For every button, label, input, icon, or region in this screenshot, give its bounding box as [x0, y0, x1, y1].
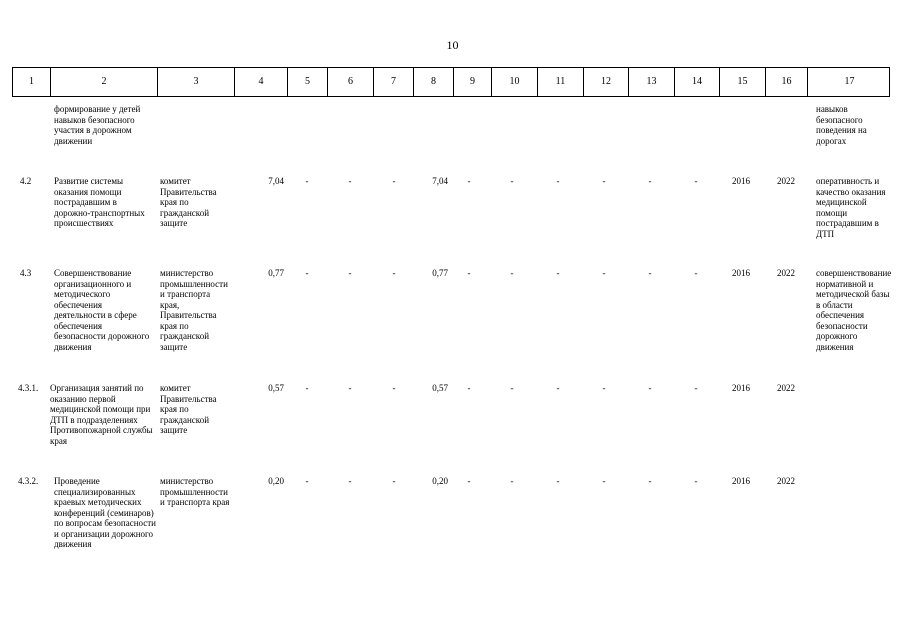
- row-executor: министерство промышленности и транспорта края: [160, 476, 230, 507]
- row-col-9: -: [467, 176, 471, 186]
- row-number: 4.2: [20, 176, 32, 186]
- header-col-11: 11: [538, 68, 584, 96]
- header-col-7: 7: [374, 68, 414, 96]
- row-col-14: -: [694, 268, 698, 278]
- row-col-5: -: [305, 176, 309, 186]
- row-end-year: 2022: [777, 383, 795, 393]
- page-number: 10: [446, 38, 459, 52]
- row-col-10: -: [510, 268, 514, 278]
- row-col-11: -: [556, 476, 560, 486]
- row-col-14: -: [694, 476, 698, 486]
- row-col-13: -: [648, 383, 652, 393]
- row-total: 0,77: [268, 268, 284, 278]
- row-activity-name: Совершенствование организационного и методического обеспечения деятельности в сфере обеспечения безопасности дорожного движения: [54, 268, 150, 352]
- row-activity-name: Развитие системы оказания помощи пострадавшим в дорожно-транспортных происшествиях: [54, 176, 145, 228]
- row-col-9: -: [467, 383, 471, 393]
- row-end-year: 2022: [777, 268, 795, 278]
- row-col-5: -: [305, 476, 309, 486]
- header-col-9: 9: [454, 68, 492, 96]
- row-result: оперативность и качество оказания медицинской помощи пострадавшим в ДТП: [816, 176, 886, 239]
- row-col-5: -: [305, 268, 309, 278]
- row-activity-name: Проведение специализированных краевых методических конференций (семинаров) по вопросам безопасности и организации дорожного движения: [54, 476, 156, 549]
- row-result: совершенствование нормативной и методической базы в области обеспечения безопасности дорожного движения: [816, 268, 892, 352]
- row-col-8: 0,77: [432, 268, 448, 278]
- row-col-12: -: [602, 476, 606, 486]
- row-col-14: -: [694, 383, 698, 393]
- row-col-10: -: [510, 383, 514, 393]
- header-col-13: 13: [629, 68, 675, 96]
- row-executor: комитет Правительства края по гражданской защите: [160, 383, 217, 435]
- row-start-year: 2016: [732, 176, 750, 186]
- row-col-11: -: [556, 383, 560, 393]
- row-end-year: 2022: [777, 476, 795, 486]
- continuation-result: навыков безопасного поведения на дорогах: [816, 104, 867, 146]
- header-col-10: 10: [492, 68, 538, 96]
- row-col-13: -: [648, 476, 652, 486]
- header-col-8: 8: [414, 68, 454, 96]
- row-total: 7,04: [268, 176, 284, 186]
- row-col-7: -: [392, 176, 396, 186]
- row-col-6: -: [348, 383, 352, 393]
- header-col-16: 16: [766, 68, 808, 96]
- header-col-12: 12: [584, 68, 629, 96]
- row-col-13: -: [648, 176, 652, 186]
- row-col-14: -: [694, 176, 698, 186]
- header-col-3: 3: [158, 68, 235, 96]
- row-col-6: -: [348, 476, 352, 486]
- row-col-6: -: [348, 268, 352, 278]
- row-col-9: -: [467, 268, 471, 278]
- header-col-2: 2: [51, 68, 158, 96]
- row-col-12: -: [602, 268, 606, 278]
- row-executor: комитет Правительства края по гражданской защите: [160, 176, 217, 228]
- header-col-14: 14: [675, 68, 720, 96]
- row-col-9: -: [467, 476, 471, 486]
- row-end-year: 2022: [777, 176, 795, 186]
- row-start-year: 2016: [732, 383, 750, 393]
- header-col-4: 4: [235, 68, 288, 96]
- row-col-8: 0,57: [432, 383, 448, 393]
- row-col-6: -: [348, 176, 352, 186]
- row-col-12: -: [602, 383, 606, 393]
- row-total: 0,57: [268, 383, 284, 393]
- row-col-7: -: [392, 476, 396, 486]
- continuation-name: формирование у детей навыков безопасного участия в дорожном движении: [54, 104, 141, 146]
- row-col-8: 0,20: [432, 476, 448, 486]
- row-total: 0,20: [268, 476, 284, 486]
- row-col-7: -: [392, 383, 396, 393]
- header-col-17: 17: [844, 76, 855, 87]
- row-activity-name: Организация занятий по оказанию первой медицинской помощи при ДТП в подразделениях Противопожарной службы края: [50, 383, 153, 446]
- row-col-7: -: [392, 268, 396, 278]
- row-number: 4.3.1.: [18, 383, 39, 393]
- header-col-15: 15: [720, 68, 766, 96]
- row-start-year: 2016: [732, 476, 750, 486]
- header-col-1: 1: [13, 68, 51, 96]
- row-col-10: -: [510, 476, 514, 486]
- header-col-5: 5: [288, 68, 328, 96]
- row-start-year: 2016: [732, 268, 750, 278]
- row-col-11: -: [556, 268, 560, 278]
- row-col-12: -: [602, 176, 606, 186]
- header-col-6: 6: [328, 68, 374, 96]
- row-col-13: -: [648, 268, 652, 278]
- row-col-11: -: [556, 176, 560, 186]
- row-col-8: 7,04: [432, 176, 448, 186]
- row-col-10: -: [510, 176, 514, 186]
- row-number: 4.3.2.: [18, 476, 39, 486]
- row-number: 4.3: [20, 268, 32, 278]
- table-header: [12, 67, 890, 97]
- row-col-5: -: [305, 383, 309, 393]
- row-executor: министерство промышленности и транспорта края, Правительства края по гражданской защите: [160, 268, 228, 352]
